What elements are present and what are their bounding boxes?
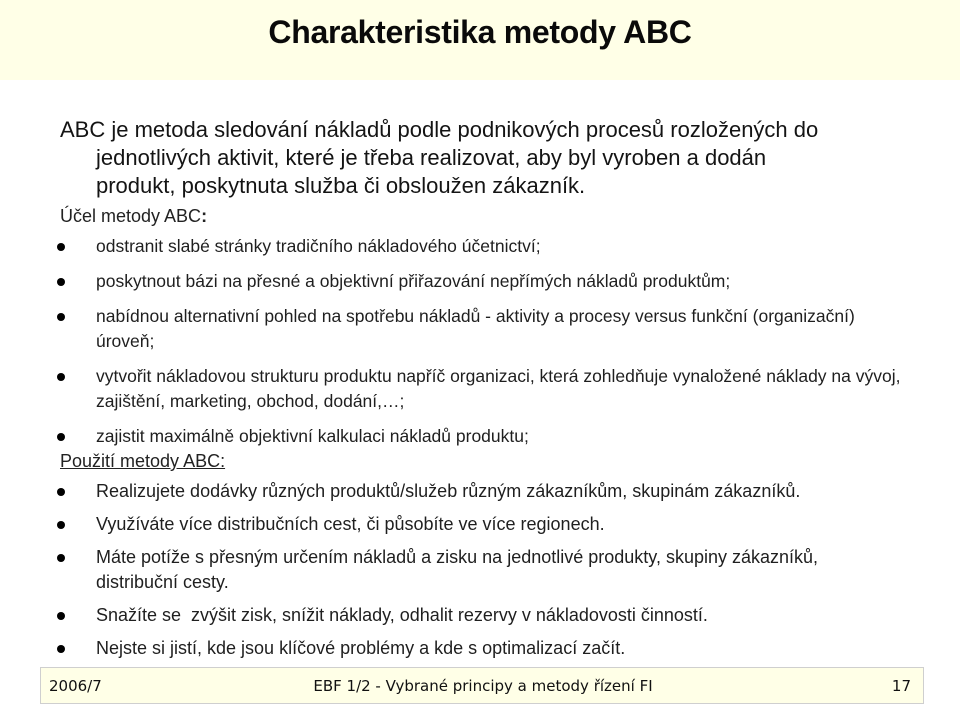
usage-item-text: Nejste si jistí, kde jsou klíčové problémy a kde s optimalizací začít. xyxy=(96,638,626,658)
purpose-item-4 xyxy=(0,364,916,414)
purpose-item-1 xyxy=(0,234,916,259)
bullet-icon xyxy=(57,521,65,529)
purpose-item-3 xyxy=(0,304,916,354)
bullet-icon xyxy=(57,278,65,286)
usage-item-1 xyxy=(0,479,916,504)
purpose-item-text: nabídnou alternativní pohled na spotřebu nákladů - aktivity a procesy versus funkční (organizační) úroveň; xyxy=(96,306,855,351)
footer-date: 2006/7 xyxy=(49,677,102,695)
usage-item-text: Využíváte více distribučních cest, či působíte ve více regionech. xyxy=(96,514,605,534)
usage-item-4 xyxy=(0,603,916,628)
purpose-item-text: zajistit maximálně objektivní kalkulaci nákladů produktu; xyxy=(96,426,529,446)
intro-line-1: ABC je metoda sledování nákladů podle podnikových procesů rozložených do xyxy=(60,117,819,142)
bullet-icon xyxy=(57,243,65,251)
purpose-item-5 xyxy=(0,424,916,449)
bullet-icon xyxy=(57,433,65,441)
bullet-icon xyxy=(57,373,65,381)
purpose-item-text: odstranit slabé stránky tradičního nákladového účetnictví; xyxy=(96,236,541,256)
usage-item-text: Máte potíže s přesným určením nákladů a zisku na jednotlivé produkty, skupiny zákazníků, distribuční cesty. xyxy=(96,547,819,592)
usage-item-2 xyxy=(0,512,916,537)
usage-item-text: Realizujete dodávky různých produktů/služeb různým zákazníkům, skupinám zákazníků. xyxy=(96,481,801,501)
purpose-list xyxy=(0,234,916,449)
slide-title: Charakteristika metody ABC xyxy=(268,14,692,50)
purpose-item-text: poskytnout bázi na přesné a objektivní přiřazování nepřímých nákladů produktům; xyxy=(96,271,731,291)
bullet-icon xyxy=(57,645,65,653)
intro-line-2: jednotlivých aktivit, které je třeba realizovat, aby byl vyroben a dodán xyxy=(96,145,767,170)
footer-course: EBF 1/2 - Vybrané principy a metody řízení FI xyxy=(313,677,653,695)
purpose-heading xyxy=(60,206,207,227)
bullet-icon xyxy=(57,488,65,496)
intro-line-3: produkt, poskytnuta služba či obsloužen zákazník. xyxy=(96,173,586,198)
bullet-icon xyxy=(57,313,65,321)
footer-page-number: 17 xyxy=(891,677,911,695)
usage-item-3 xyxy=(0,545,916,595)
usage-item-text: Snažíte se zvýšit zisk, snížit náklady, odhalit rezervy v nákladovosti činností. xyxy=(96,605,708,625)
slide-footer xyxy=(40,667,924,704)
usage-list xyxy=(0,479,916,661)
bullet-icon xyxy=(57,554,65,562)
intro-paragraph xyxy=(60,116,910,200)
purpose-item-2 xyxy=(0,269,916,294)
purpose-heading-text: Účel metody ABC xyxy=(60,206,202,226)
purpose-item-text: vytvořit nákladovou strukturu produktu napříč organizaci, která zohledňuje vynaložené náklady na vývoj, zajištění, marketing, obchod, dodání,…; xyxy=(96,366,901,411)
purpose-heading-colon: : xyxy=(201,206,208,226)
usage-item-5 xyxy=(0,636,916,661)
usage-heading: Použití metody ABC: xyxy=(60,451,226,471)
bullet-icon xyxy=(57,612,65,620)
